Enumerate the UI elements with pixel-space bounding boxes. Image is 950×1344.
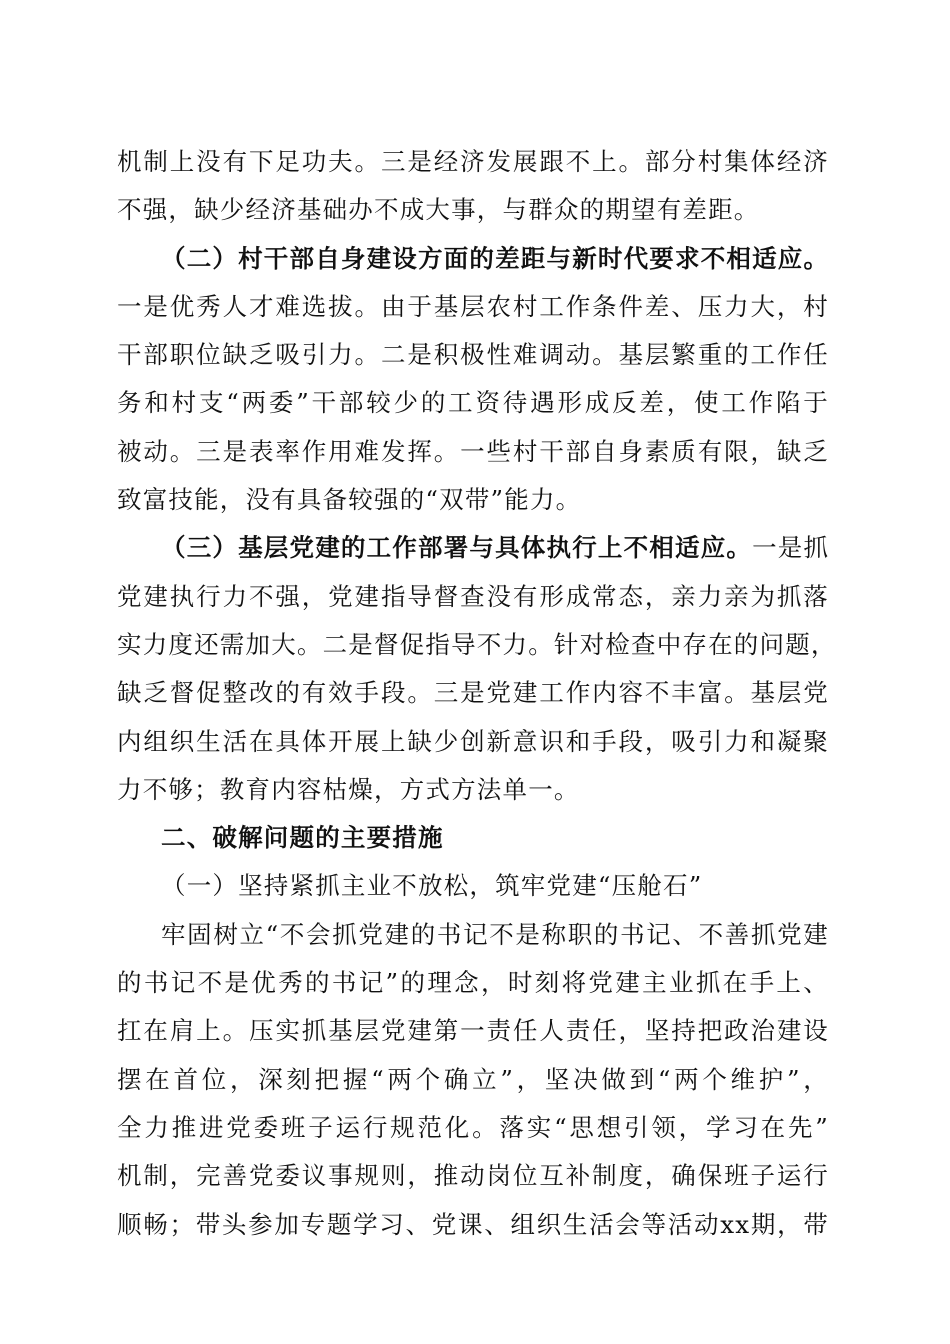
section-party-building <box>117 524 837 814</box>
text-line: 力不够；教育内容枯燥，方式方法单一。 <box>117 774 580 804</box>
section-first-line <box>117 524 829 572</box>
text-line: 缺乏督促整改的有效手段。三是党建工作内容不丰富。基层党 <box>117 678 829 708</box>
paragraph-continuation <box>117 138 829 235</box>
part-heading: 二、破解问题的主要措施 <box>161 823 444 853</box>
text-line: 实力度还需加大。二是督促指导不力。针对检查中存在的问题， <box>117 629 837 659</box>
text-line: 被动。三是表率作用难发挥。一些村干部自身素质有限，缺乏 <box>117 436 829 466</box>
text-line: 全力推进党委班子运行规范化。落实“思想引领，学习在先” <box>117 1112 829 1142</box>
text-line: 机制上没有下足功夫。三是经济发展跟不上。部分村集体经济 <box>117 147 829 176</box>
subheading: （一）坚持紧抓主业不放松，筑牢党建“压舱石” <box>161 871 703 901</box>
text-line: 内组织生活在具体开展上缺少创新意识和手段，吸引力和凝聚 <box>117 726 829 756</box>
text-line: 机制，完善党委议事规则，推动岗位互补制度，确保班子运行 <box>117 1161 829 1191</box>
text-line: 顺畅；带头参加专题学习、党课、组织生活会等活动xx期，带 <box>117 1209 829 1239</box>
section-title: （三）基层党建的工作部署与具体执行上不相适应。 <box>161 533 753 563</box>
text-line: 不强，缺少经济基础办不成大事，与群众的期望有差距。 <box>117 195 760 225</box>
text-line: 致富技能，没有具备较强的“双带”能力。 <box>117 485 582 515</box>
part-two <box>117 814 829 1249</box>
text-line: 的书记不是优秀的书记”的理念，时刻将党建主业抓在手上、 <box>117 968 829 998</box>
text-line: 一是优秀人才难选拔。由于基层农村工作条件差、压力大，村 <box>117 291 829 321</box>
text-line: 务和村支“两委”干部较少的工资待遇形成反差，使工作陷于 <box>117 388 829 418</box>
text-line: 扛在肩上。压实抓基层党建第一责任人责任，坚持把政治建设 <box>117 1016 829 1046</box>
document-body <box>117 138 837 1249</box>
text-line: 党建执行力不强，党建指导督查没有形成常态，亲力亲为抓落 <box>117 581 829 611</box>
text-line: 干部职位缺乏吸引力。二是积极性难调动。基层繁重的工作任 <box>117 340 829 370</box>
section-title: （二）村干部自身建设方面的差距与新时代要求不相适应。 <box>161 243 830 273</box>
text-run: 一是抓 <box>752 533 830 563</box>
section-village-cadres <box>117 235 829 525</box>
text-line: 摆在首位，深刻把握“两个确立”，坚决做到“两个维护”， <box>117 1064 829 1094</box>
text-line: 牢固树立“不会抓党建的书记不是称职的书记、不善抓党建 <box>161 919 829 949</box>
